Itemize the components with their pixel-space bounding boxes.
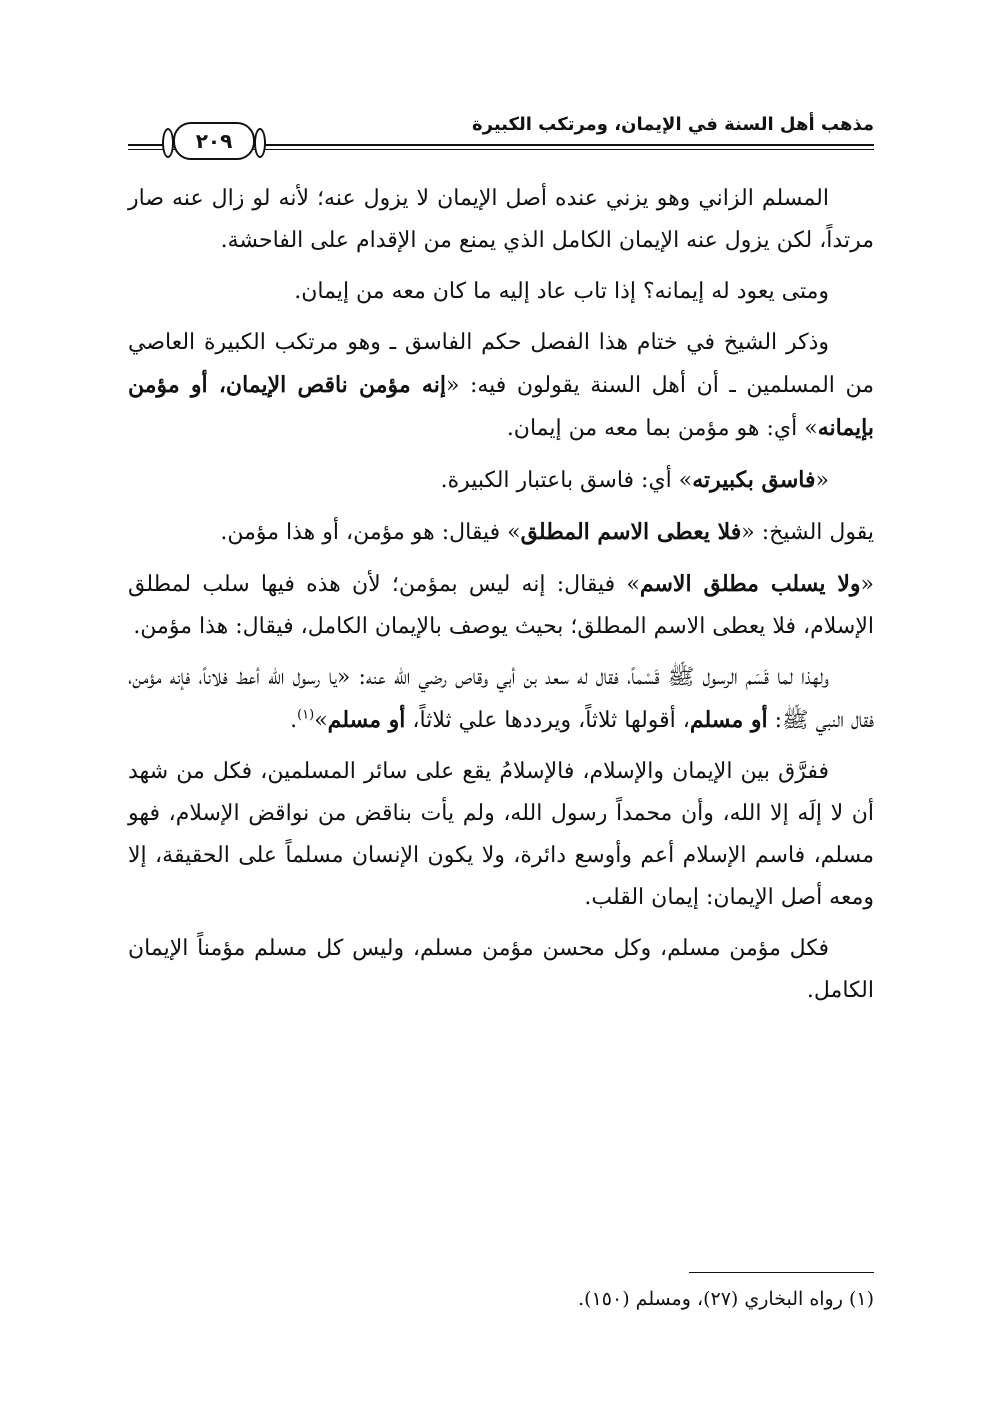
paragraph: وذكر الشيخ في ختام هذا الفصل حكم الفاسق ـ وهو مرتكب الكبيرة العاصي من المسلمين ـ أن أهل السنة يقولون فيه: «إنه مؤمن ناقص الإيمان، أو مؤمن بإيمانه» أي: هو مؤمن بما معه من إيمان. <box>128 330 874 441</box>
paragraph: المسلم الزاني وهو يزني عنده أصل الإيمان لا يزول عنه؛ لأنه لو زال عنه صار مرتداً، لكن يزول عنه الإيمان الكامل الذي يمنع من الإقدام على الفاحشة. <box>128 186 874 253</box>
bold-quote: إنه مؤمن ناقص الإيمان، أو مؤمن بإيمانه <box>128 372 874 441</box>
body-text <box>128 178 874 1021</box>
paragraph: ولهذا لما قَسَم الرسول ﷺ قَسْماً، فقال له سعد بن أبي وقاص رضي الله عنه: «يا رسول الله أعط فلاناً، فإنه مؤمن، فقال النبي ﷺ: أو مسلم، أقولها ثلاثاً، ويرددها علي ثلاثاً، أو مسلم»$^{(١)}$. <box>128 665 874 733</box>
paragraph: يقول الشيخ: «فلا يعطى الاسم المطلق» فيقال: هو مؤمن، أو هذا مؤمن. <box>220 519 874 545</box>
bold-quote: فاسق بكبيرته <box>692 467 816 493</box>
bold-quote: أو مسلم <box>689 707 768 733</box>
footnote-separator <box>689 1272 874 1273</box>
footnote-reference[interactable]: (١) <box>297 707 315 723</box>
paragraph: ومتى يعود له إيمانه؟ إذا تاب عاد إليه ما كان معه من إيمان. <box>294 279 829 304</box>
page-number: ٢٠٩ <box>173 122 255 160</box>
paragraph: ففرَّق بين الإيمان والإسلام، فالإسلامُ يقع على سائر المسلمين، فكل من شهد أن لا إلَه إلا الله، وأن محمداً رسول الله، ولم يأت بناقض من نواقض الإسلام، فهو مسلم، فاسم الإسلام أعم وأوسع دائرة، ولا يكون الإنسان مسلماً على الحقيقة، إلا ومعه أصل الإيمان: إيمان القلب. <box>128 759 874 910</box>
page-header <box>128 108 874 158</box>
running-title: مذهب أهل السنة في الإيمان، ومرتكب الكبيرة <box>472 114 874 135</box>
paragraph: «فاسق بكبيرته» أي: فاسق باعتبار الكبيرة. <box>440 467 829 493</box>
paragraph: «ولا يسلب مطلق الاسم» فيقال: إنه ليس بمؤمن؛ لأن هذه فيها سلب لمطلق الإسلام، فلا يعطى الاسم المطلق؛ بحيث يوصف بالإيمان الكامل، فيقال: هذا مؤمن. <box>128 571 874 639</box>
footnote: (١) رواه البخاري (٢٧)، ومسلم (١٥٠). <box>578 1288 874 1310</box>
bold-quote: ولا يسلب مطلق الاسم <box>639 571 861 597</box>
bold-quote: أو مسلم <box>327 707 406 733</box>
bold-quote: فلا يعطى الاسم المطلق <box>520 519 742 545</box>
paragraph: فكل مؤمن مسلم، وكل محسن مؤمن مسلم، وليس كل مسلم مؤمناً الإيمان الكامل. <box>128 936 874 1003</box>
